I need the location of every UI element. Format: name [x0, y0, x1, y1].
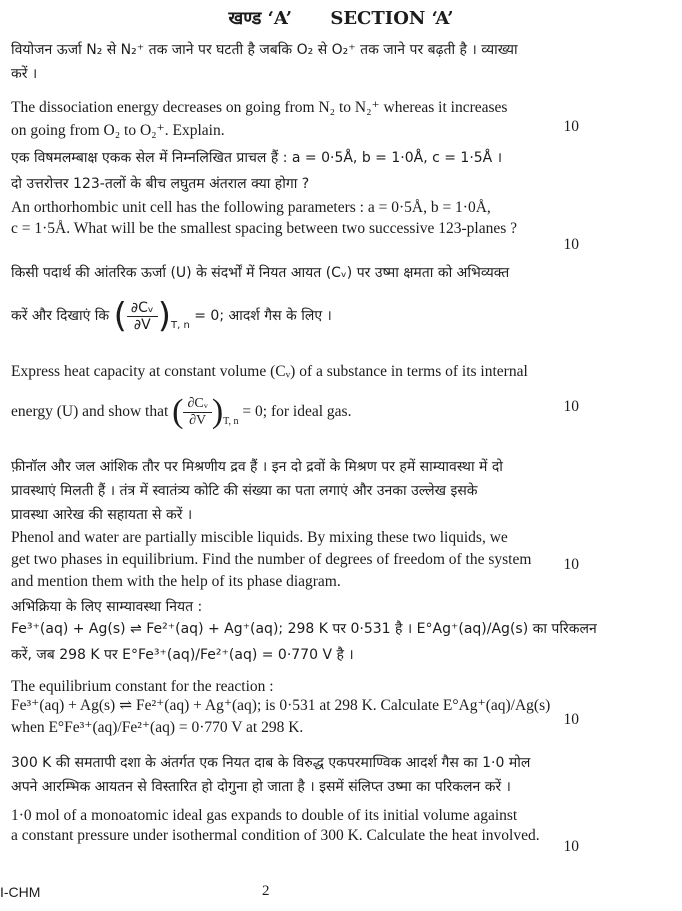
section-header: [0, 6, 682, 30]
q1-english-line-2: on going from O₂ to O₂⁺. Explain.: [11, 122, 225, 139]
fraction-denominator-en: ∂V: [189, 412, 207, 428]
q5-hindi-line-2: Fe³⁺(aq) + Ag(s) ⇌ Fe²⁺(aq) + Ag⁺(aq); 298 K पर 0·531 है । E°Ag⁺(aq)/Ag(s) का परिकलन: [11, 621, 597, 637]
q5-english-line-2: Fe³⁺(aq) + Ag(s) ⇌ Fe²⁺(aq) + Ag⁺(aq); is 0·531 at 298 K. Calculate E°Ag⁺(aq)/Ag(s): [11, 697, 551, 714]
q6-english-line-2: a constant pressure under isothermal condition of 300 K. Calculate the heat involved.: [11, 827, 540, 844]
q6-marks: 10: [563, 838, 579, 855]
q2-english-line-1: An orthorhombic unit cell has the following parameters : a = 0·5Å, b = 1·0Å,: [11, 199, 491, 216]
q4-hindi-line-2: प्रावस्थाएं मिलती हैं । तंत्र में स्वातंत्र्य कोटि की संख्या का पता लगाएं और उनका उल्लेख इसके: [11, 483, 478, 499]
q3-english-line-1: Express heat capacity at constant volume (Cᵥ) of a substance in terms of its internal: [11, 363, 528, 380]
q3-hindi-line-2: करें और दिखाएं कि ( $\frac{\text{∂Cᵥ}}{\partial V}$ )$_{T, n} = 0$; आदर्श गैस के लिए ।: [11, 296, 332, 336]
q6-english-line-1: 1·0 mol of a monoatomic ideal gas expands to double of its initial volume against: [11, 807, 518, 824]
q3-english-pre: energy (U) and show that: [11, 403, 169, 420]
q5-english-line-3: when E°Fe³⁺(aq)/Fe²⁺(aq) = 0·770 V at 298 K.: [11, 719, 304, 736]
q5-marks: 10: [563, 711, 579, 728]
section-title-hindi: खण्ड ‘A’: [228, 8, 293, 29]
q5-hindi-line-3: करें, जब 298 K पर E°Fe³⁺(aq)/Fe²⁺(aq) = 0·770 V है ।: [11, 647, 354, 663]
section-title-english: SECTION ‘A’: [330, 8, 454, 29]
fraction-denominator: ∂V: [133, 316, 151, 333]
q3-english-post: = 0; for ideal gas.: [242, 403, 352, 420]
q6-hindi-line-1: 300 K की समतापी दशा के अंतर्गत एक नियत दाब के विरुद्ध एकपरमाण्विक आदर्श गैस का 1·0 मोल: [11, 755, 531, 771]
q4-hindi-line-3: प्रावस्था आरेख की सहायता से करें ।: [11, 507, 193, 523]
q1-marks: 10: [563, 118, 579, 135]
q2-hindi-line-2: दो उत्तरोत्तर 123-तलों के बीच लघुतम अंतराल क्या होगा ?: [11, 176, 310, 192]
q2-hindi-line-1: एक विषमलम्बाक्ष एकक सेल में निम्नलिखित प्राचल हैं : a = 0·5Å, b = 1·0Å, c = 1·5Å ।: [11, 150, 503, 166]
q3-marks: 10: [563, 398, 579, 415]
q3-hindi-pre: करें और दिखाएं कि: [11, 308, 110, 324]
q4-english-line-2: get two phases in equilibrium. Find the number of degrees of freedom of the system: [11, 551, 532, 568]
q5-hindi-line-1: अभिक्रिया के लिए साम्यावस्था नियत :: [11, 599, 203, 615]
q3-hindi-post: = 0; आदर्श गैस के लिए ।: [194, 308, 332, 324]
q4-english-line-1: Phenol and water are partially miscible liquids. By mixing these two liquids, we: [11, 529, 508, 546]
q5-english-line-1: The equilibrium constant for the reaction :: [11, 678, 274, 695]
q4-marks: 10: [563, 556, 579, 573]
q6-hindi-line-2: अपने आरम्भिक आयतन से विस्तारित हो दोगुना हो जाता है । इसमें संलिप्त उष्मा का परिकलन करें ।: [11, 779, 511, 795]
q1-english-line-1: The dissociation energy decreases on going from N₂ to N₂⁺ whereas it increases: [11, 99, 508, 116]
q3-hindi-line-1: किसी पदार्थ की आंतरिक ऊर्जा (U) के संदर्भों में नियत आयत (Cᵥ) पर उष्मा क्षमता को अभिव्यक्त: [11, 265, 510, 281]
fraction-subscript: T, n: [170, 320, 190, 331]
q1-hindi-line-2: करें ।: [11, 66, 38, 82]
fraction-subscript-en: T, n: [223, 416, 239, 427]
page-number: 2: [262, 883, 270, 899]
fraction-numerator: ∂Cᵥ: [127, 300, 158, 317]
paper-code: I-CHM: [0, 884, 41, 900]
partial-derivative-fraction: [127, 300, 158, 333]
q1-hindi-line-1: वियोजन ऊर्जा N₂ से N₂⁺ तक जाने पर घटती है जबकि O₂ से O₂⁺ तक जाने पर बढ़ती है । व्याख्या: [11, 42, 518, 58]
q2-english-line-2: c = 1·5Å. What will be the smallest spacing between two successive 123-planes ?: [11, 220, 518, 237]
fraction-numerator-en: ∂Cᵥ: [183, 396, 211, 413]
q3-english-line-2: energy (U) and show that ( $\frac{\text{∂Cᵥ}}{\partial V}$ )$_{T, n} = 0$; for ideal gas.: [11, 393, 352, 431]
partial-derivative-fraction-en: [183, 396, 211, 429]
q4-hindi-line-1: फ़ीनॉल और जल आंशिक तौर पर मिश्रणीय द्रव हैं । इन दो द्रवों के मिश्रण पर हमें साम्यावस्था में दो: [11, 459, 503, 475]
q2-marks: 10: [563, 236, 579, 253]
q4-english-line-3: and mention them with the help of its phase diagram.: [11, 573, 341, 590]
